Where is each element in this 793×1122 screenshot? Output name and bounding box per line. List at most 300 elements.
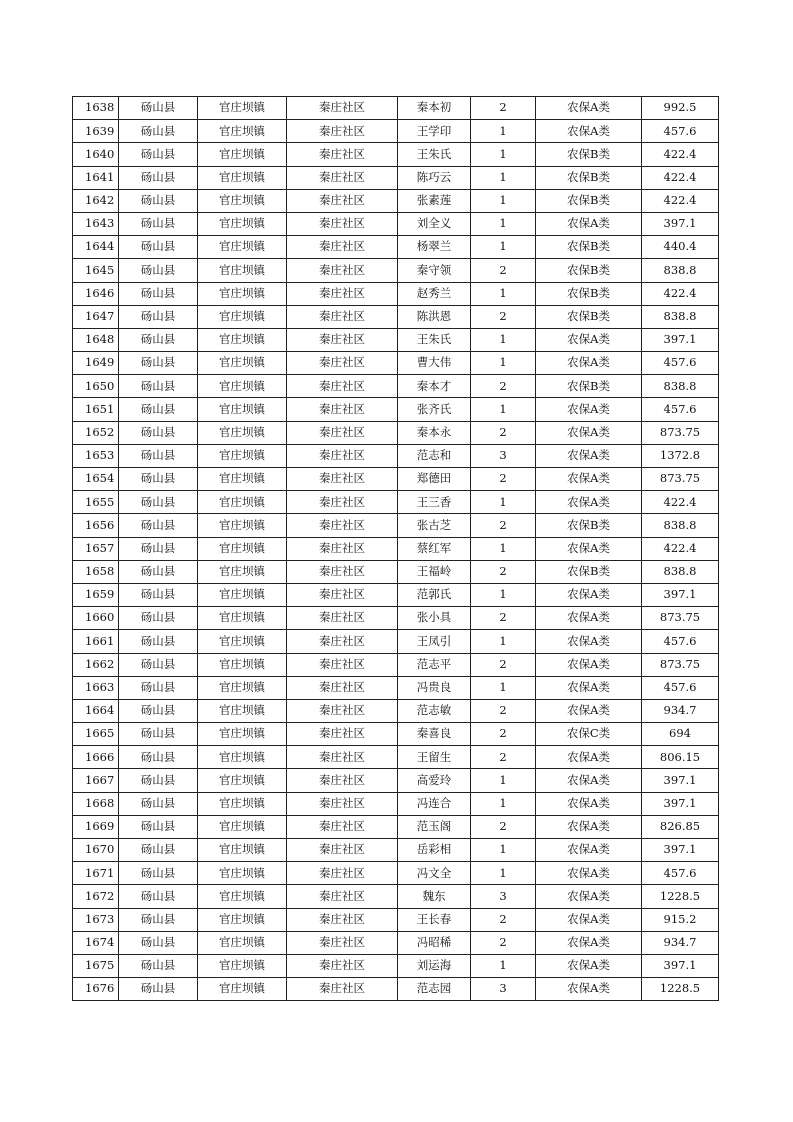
amount-cell: 397.1 xyxy=(642,954,719,977)
name-cell: 蔡红军 xyxy=(398,537,471,560)
community-cell: 秦庄社区 xyxy=(287,862,398,885)
amount-cell: 422.4 xyxy=(642,189,719,212)
town-cell: 官庄坝镇 xyxy=(198,97,287,120)
table-row xyxy=(73,978,719,1001)
household-count-cell: 1 xyxy=(471,676,536,699)
household-count-cell: 2 xyxy=(471,375,536,398)
community-cell: 秦庄社区 xyxy=(287,468,398,491)
household-count-cell: 1 xyxy=(471,282,536,305)
insurance-category-cell: 农保A类 xyxy=(536,792,642,815)
name-cell: 范志园 xyxy=(398,978,471,1001)
county-cell: 砀山县 xyxy=(119,839,198,862)
county-cell: 砀山县 xyxy=(119,259,198,282)
household-count-cell: 1 xyxy=(471,212,536,235)
insurance-category-cell: 农保A类 xyxy=(536,769,642,792)
name-cell: 冯贵良 xyxy=(398,676,471,699)
amount-cell: 992.5 xyxy=(642,97,719,120)
household-count-cell: 2 xyxy=(471,305,536,328)
insurance-category-cell: 农保A类 xyxy=(536,676,642,699)
community-cell: 秦庄社区 xyxy=(287,444,398,467)
amount-cell: 422.4 xyxy=(642,143,719,166)
community-cell: 秦庄社区 xyxy=(287,97,398,120)
community-cell: 秦庄社区 xyxy=(287,212,398,235)
name-cell: 王三香 xyxy=(398,491,471,514)
name-cell: 刘运海 xyxy=(398,954,471,977)
amount-cell: 422.4 xyxy=(642,166,719,189)
community-cell: 秦庄社区 xyxy=(287,189,398,212)
community-cell: 秦庄社区 xyxy=(287,931,398,954)
row-number-cell: 1673 xyxy=(73,908,119,931)
town-cell: 官庄坝镇 xyxy=(198,908,287,931)
table-row xyxy=(73,328,719,351)
name-cell: 王长春 xyxy=(398,908,471,931)
county-cell: 砀山县 xyxy=(119,954,198,977)
table-row xyxy=(73,421,719,444)
row-number-cell: 1655 xyxy=(73,491,119,514)
town-cell: 官庄坝镇 xyxy=(198,375,287,398)
row-number-cell: 1659 xyxy=(73,583,119,606)
table-row xyxy=(73,792,719,815)
community-cell: 秦庄社区 xyxy=(287,583,398,606)
amount-cell: 422.4 xyxy=(642,282,719,305)
row-number-cell: 1674 xyxy=(73,931,119,954)
community-cell: 秦庄社区 xyxy=(287,908,398,931)
insurance-category-cell: 农保A类 xyxy=(536,444,642,467)
row-number-cell: 1654 xyxy=(73,468,119,491)
table-row xyxy=(73,166,719,189)
insurance-category-cell: 农保A类 xyxy=(536,352,642,375)
insurance-category-cell: 农保A类 xyxy=(536,653,642,676)
table-row xyxy=(73,862,719,885)
community-cell: 秦庄社区 xyxy=(287,792,398,815)
name-cell: 范志和 xyxy=(398,444,471,467)
row-number-cell: 1653 xyxy=(73,444,119,467)
name-cell: 范玉阁 xyxy=(398,815,471,838)
town-cell: 官庄坝镇 xyxy=(198,166,287,189)
community-cell: 秦庄社区 xyxy=(287,978,398,1001)
amount-cell: 873.75 xyxy=(642,653,719,676)
town-cell: 官庄坝镇 xyxy=(198,815,287,838)
town-cell: 官庄坝镇 xyxy=(198,352,287,375)
household-count-cell: 2 xyxy=(471,514,536,537)
county-cell: 砀山县 xyxy=(119,746,198,769)
county-cell: 砀山县 xyxy=(119,305,198,328)
town-cell: 官庄坝镇 xyxy=(198,444,287,467)
insurance-category-cell: 农保A类 xyxy=(536,630,642,653)
insurance-category-cell: 农保A类 xyxy=(536,120,642,143)
amount-cell: 457.6 xyxy=(642,398,719,421)
table-row xyxy=(73,352,719,375)
town-cell: 官庄坝镇 xyxy=(198,189,287,212)
table-row xyxy=(73,723,719,746)
row-number-cell: 1675 xyxy=(73,954,119,977)
name-cell: 陈巧云 xyxy=(398,166,471,189)
town-cell: 官庄坝镇 xyxy=(198,468,287,491)
community-cell: 秦庄社区 xyxy=(287,375,398,398)
row-number-cell: 1657 xyxy=(73,537,119,560)
amount-cell: 873.75 xyxy=(642,421,719,444)
town-cell: 官庄坝镇 xyxy=(198,699,287,722)
row-number-cell: 1668 xyxy=(73,792,119,815)
community-cell: 秦庄社区 xyxy=(287,676,398,699)
table-row xyxy=(73,839,719,862)
row-number-cell: 1651 xyxy=(73,398,119,421)
county-cell: 砀山县 xyxy=(119,931,198,954)
community-cell: 秦庄社区 xyxy=(287,305,398,328)
town-cell: 官庄坝镇 xyxy=(198,537,287,560)
community-cell: 秦庄社区 xyxy=(287,839,398,862)
amount-cell: 838.8 xyxy=(642,259,719,282)
household-count-cell: 1 xyxy=(471,862,536,885)
household-count-cell: 2 xyxy=(471,815,536,838)
community-cell: 秦庄社区 xyxy=(287,328,398,351)
community-cell: 秦庄社区 xyxy=(287,236,398,259)
table-row xyxy=(73,908,719,931)
row-number-cell: 1647 xyxy=(73,305,119,328)
amount-cell: 457.6 xyxy=(642,120,719,143)
insurance-category-cell: 农保A类 xyxy=(536,908,642,931)
town-cell: 官庄坝镇 xyxy=(198,792,287,815)
community-cell: 秦庄社区 xyxy=(287,398,398,421)
row-number-cell: 1672 xyxy=(73,885,119,908)
name-cell: 王朱氏 xyxy=(398,143,471,166)
table-row xyxy=(73,676,719,699)
insurance-category-cell: 农保B类 xyxy=(536,282,642,305)
row-number-cell: 1645 xyxy=(73,259,119,282)
county-cell: 砀山县 xyxy=(119,815,198,838)
table-row xyxy=(73,189,719,212)
community-cell: 秦庄社区 xyxy=(287,352,398,375)
row-number-cell: 1670 xyxy=(73,839,119,862)
town-cell: 官庄坝镇 xyxy=(198,421,287,444)
data-table xyxy=(72,96,719,1001)
county-cell: 砀山县 xyxy=(119,375,198,398)
amount-cell: 1228.5 xyxy=(642,885,719,908)
household-count-cell: 1 xyxy=(471,328,536,351)
insurance-category-cell: 农保A类 xyxy=(536,328,642,351)
town-cell: 官庄坝镇 xyxy=(198,723,287,746)
amount-cell: 838.8 xyxy=(642,560,719,583)
town-cell: 官庄坝镇 xyxy=(198,978,287,1001)
town-cell: 官庄坝镇 xyxy=(198,560,287,583)
town-cell: 官庄坝镇 xyxy=(198,862,287,885)
household-count-cell: 1 xyxy=(471,537,536,560)
insurance-category-cell: 农保A类 xyxy=(536,815,642,838)
table-row xyxy=(73,583,719,606)
community-cell: 秦庄社区 xyxy=(287,699,398,722)
county-cell: 砀山县 xyxy=(119,97,198,120)
community-cell: 秦庄社区 xyxy=(287,607,398,630)
household-count-cell: 1 xyxy=(471,189,536,212)
row-number-cell: 1664 xyxy=(73,699,119,722)
community-cell: 秦庄社区 xyxy=(287,815,398,838)
amount-cell: 694 xyxy=(642,723,719,746)
community-cell: 秦庄社区 xyxy=(287,166,398,189)
name-cell: 秦本初 xyxy=(398,97,471,120)
name-cell: 王留生 xyxy=(398,746,471,769)
table-row xyxy=(73,653,719,676)
name-cell: 秦本才 xyxy=(398,375,471,398)
household-count-cell: 3 xyxy=(471,444,536,467)
insurance-category-cell: 农保A类 xyxy=(536,746,642,769)
insurance-category-cell: 农保B类 xyxy=(536,375,642,398)
insurance-category-cell: 农保A类 xyxy=(536,954,642,977)
household-count-cell: 2 xyxy=(471,560,536,583)
town-cell: 官庄坝镇 xyxy=(198,120,287,143)
row-number-cell: 1663 xyxy=(73,676,119,699)
insurance-category-cell: 农保B类 xyxy=(536,560,642,583)
town-cell: 官庄坝镇 xyxy=(198,676,287,699)
community-cell: 秦庄社区 xyxy=(287,885,398,908)
name-cell: 张小具 xyxy=(398,607,471,630)
community-cell: 秦庄社区 xyxy=(287,514,398,537)
table-row xyxy=(73,259,719,282)
county-cell: 砀山县 xyxy=(119,676,198,699)
county-cell: 砀山县 xyxy=(119,166,198,189)
name-cell: 秦守领 xyxy=(398,259,471,282)
row-number-cell: 1669 xyxy=(73,815,119,838)
insurance-category-cell: 农保A类 xyxy=(536,421,642,444)
table-row xyxy=(73,398,719,421)
table-row xyxy=(73,885,719,908)
town-cell: 官庄坝镇 xyxy=(198,583,287,606)
household-count-cell: 2 xyxy=(471,699,536,722)
row-number-cell: 1648 xyxy=(73,328,119,351)
amount-cell: 422.4 xyxy=(642,491,719,514)
county-cell: 砀山县 xyxy=(119,699,198,722)
amount-cell: 457.6 xyxy=(642,676,719,699)
insurance-category-cell: 农保A类 xyxy=(536,699,642,722)
town-cell: 官庄坝镇 xyxy=(198,259,287,282)
row-number-cell: 1662 xyxy=(73,653,119,676)
table-row xyxy=(73,537,719,560)
table-row xyxy=(73,931,719,954)
insurance-category-cell: 农保A类 xyxy=(536,931,642,954)
insurance-category-cell: 农保B类 xyxy=(536,514,642,537)
name-cell: 岳彩相 xyxy=(398,839,471,862)
town-cell: 官庄坝镇 xyxy=(198,236,287,259)
household-count-cell: 3 xyxy=(471,978,536,1001)
county-cell: 砀山县 xyxy=(119,189,198,212)
row-number-cell: 1641 xyxy=(73,166,119,189)
amount-cell: 934.7 xyxy=(642,931,719,954)
county-cell: 砀山县 xyxy=(119,769,198,792)
insurance-category-cell: 农保A类 xyxy=(536,839,642,862)
community-cell: 秦庄社区 xyxy=(287,746,398,769)
table-row xyxy=(73,236,719,259)
household-count-cell: 1 xyxy=(471,839,536,862)
household-count-cell: 2 xyxy=(471,653,536,676)
insurance-category-cell: 农保B类 xyxy=(536,189,642,212)
county-cell: 砀山县 xyxy=(119,607,198,630)
community-cell: 秦庄社区 xyxy=(287,143,398,166)
county-cell: 砀山县 xyxy=(119,653,198,676)
community-cell: 秦庄社区 xyxy=(287,537,398,560)
name-cell: 郑德田 xyxy=(398,468,471,491)
county-cell: 砀山县 xyxy=(119,352,198,375)
insurance-category-cell: 农保A类 xyxy=(536,97,642,120)
town-cell: 官庄坝镇 xyxy=(198,305,287,328)
amount-cell: 397.1 xyxy=(642,792,719,815)
amount-cell: 1228.5 xyxy=(642,978,719,1001)
household-count-cell: 1 xyxy=(471,491,536,514)
name-cell: 范志敏 xyxy=(398,699,471,722)
county-cell: 砀山县 xyxy=(119,885,198,908)
county-cell: 砀山县 xyxy=(119,908,198,931)
amount-cell: 397.1 xyxy=(642,212,719,235)
county-cell: 砀山县 xyxy=(119,862,198,885)
table-row xyxy=(73,815,719,838)
name-cell: 范志平 xyxy=(398,653,471,676)
community-cell: 秦庄社区 xyxy=(287,769,398,792)
household-count-cell: 1 xyxy=(471,769,536,792)
table-row xyxy=(73,491,719,514)
household-count-cell: 1 xyxy=(471,792,536,815)
row-number-cell: 1658 xyxy=(73,560,119,583)
community-cell: 秦庄社区 xyxy=(287,421,398,444)
town-cell: 官庄坝镇 xyxy=(198,839,287,862)
table-row xyxy=(73,97,719,120)
household-count-cell: 2 xyxy=(471,421,536,444)
insurance-category-cell: 农保A类 xyxy=(536,491,642,514)
household-count-cell: 2 xyxy=(471,259,536,282)
county-cell: 砀山县 xyxy=(119,398,198,421)
county-cell: 砀山县 xyxy=(119,537,198,560)
row-number-cell: 1660 xyxy=(73,607,119,630)
household-count-cell: 2 xyxy=(471,97,536,120)
household-count-cell: 2 xyxy=(471,746,536,769)
name-cell: 秦喜良 xyxy=(398,723,471,746)
name-cell: 张素莲 xyxy=(398,189,471,212)
name-cell: 刘全义 xyxy=(398,212,471,235)
insurance-category-cell: 农保A类 xyxy=(536,978,642,1001)
table-row xyxy=(73,514,719,537)
county-cell: 砀山县 xyxy=(119,978,198,1001)
amount-cell: 440.4 xyxy=(642,236,719,259)
name-cell: 陈洪恩 xyxy=(398,305,471,328)
name-cell: 冯昭稀 xyxy=(398,931,471,954)
row-number-cell: 1652 xyxy=(73,421,119,444)
town-cell: 官庄坝镇 xyxy=(198,398,287,421)
insurance-category-cell: 农保C类 xyxy=(536,723,642,746)
table-row xyxy=(73,630,719,653)
amount-cell: 1372.8 xyxy=(642,444,719,467)
household-count-cell: 2 xyxy=(471,723,536,746)
county-cell: 砀山县 xyxy=(119,421,198,444)
table-row xyxy=(73,746,719,769)
community-cell: 秦庄社区 xyxy=(287,259,398,282)
name-cell: 王朱氏 xyxy=(398,328,471,351)
insurance-category-cell: 农保A类 xyxy=(536,212,642,235)
name-cell: 范郭氏 xyxy=(398,583,471,606)
town-cell: 官庄坝镇 xyxy=(198,514,287,537)
amount-cell: 397.1 xyxy=(642,839,719,862)
county-cell: 砀山县 xyxy=(119,444,198,467)
insurance-category-cell: 农保A类 xyxy=(536,537,642,560)
county-cell: 砀山县 xyxy=(119,468,198,491)
insurance-category-cell: 农保A类 xyxy=(536,862,642,885)
row-number-cell: 1638 xyxy=(73,97,119,120)
name-cell: 杨翠兰 xyxy=(398,236,471,259)
table-row xyxy=(73,444,719,467)
town-cell: 官庄坝镇 xyxy=(198,328,287,351)
community-cell: 秦庄社区 xyxy=(287,491,398,514)
town-cell: 官庄坝镇 xyxy=(198,491,287,514)
table-row xyxy=(73,143,719,166)
town-cell: 官庄坝镇 xyxy=(198,212,287,235)
household-count-cell: 2 xyxy=(471,908,536,931)
row-number-cell: 1661 xyxy=(73,630,119,653)
town-cell: 官庄坝镇 xyxy=(198,769,287,792)
row-number-cell: 1676 xyxy=(73,978,119,1001)
row-number-cell: 1666 xyxy=(73,746,119,769)
name-cell: 王学印 xyxy=(398,120,471,143)
county-cell: 砀山县 xyxy=(119,491,198,514)
county-cell: 砀山县 xyxy=(119,514,198,537)
county-cell: 砀山县 xyxy=(119,630,198,653)
name-cell: 赵秀兰 xyxy=(398,282,471,305)
household-count-cell: 2 xyxy=(471,931,536,954)
name-cell: 高爱玲 xyxy=(398,769,471,792)
row-number-cell: 1667 xyxy=(73,769,119,792)
table-row xyxy=(73,769,719,792)
amount-cell: 838.8 xyxy=(642,514,719,537)
row-number-cell: 1642 xyxy=(73,189,119,212)
household-count-cell: 1 xyxy=(471,166,536,189)
amount-cell: 457.6 xyxy=(642,352,719,375)
row-number-cell: 1646 xyxy=(73,282,119,305)
row-number-cell: 1639 xyxy=(73,120,119,143)
row-number-cell: 1650 xyxy=(73,375,119,398)
amount-cell: 915.2 xyxy=(642,908,719,931)
amount-cell: 873.75 xyxy=(642,607,719,630)
name-cell: 张古芝 xyxy=(398,514,471,537)
table-row xyxy=(73,468,719,491)
town-cell: 官庄坝镇 xyxy=(198,282,287,305)
household-count-cell: 1 xyxy=(471,630,536,653)
county-cell: 砀山县 xyxy=(119,723,198,746)
county-cell: 砀山县 xyxy=(119,143,198,166)
household-count-cell: 2 xyxy=(471,607,536,630)
name-cell: 魏东 xyxy=(398,885,471,908)
amount-cell: 397.1 xyxy=(642,583,719,606)
row-number-cell: 1644 xyxy=(73,236,119,259)
household-count-cell: 1 xyxy=(471,236,536,259)
table-row xyxy=(73,120,719,143)
insurance-category-cell: 农保B类 xyxy=(536,305,642,328)
county-cell: 砀山县 xyxy=(119,212,198,235)
name-cell: 秦本永 xyxy=(398,421,471,444)
town-cell: 官庄坝镇 xyxy=(198,885,287,908)
table-row xyxy=(73,607,719,630)
household-count-cell: 1 xyxy=(471,398,536,421)
county-cell: 砀山县 xyxy=(119,583,198,606)
name-cell: 张齐氏 xyxy=(398,398,471,421)
town-cell: 官庄坝镇 xyxy=(198,607,287,630)
town-cell: 官庄坝镇 xyxy=(198,653,287,676)
community-cell: 秦庄社区 xyxy=(287,630,398,653)
household-count-cell: 1 xyxy=(471,583,536,606)
name-cell: 冯文全 xyxy=(398,862,471,885)
amount-cell: 838.8 xyxy=(642,305,719,328)
row-number-cell: 1649 xyxy=(73,352,119,375)
county-cell: 砀山县 xyxy=(119,236,198,259)
amount-cell: 457.6 xyxy=(642,630,719,653)
county-cell: 砀山县 xyxy=(119,560,198,583)
county-cell: 砀山县 xyxy=(119,792,198,815)
amount-cell: 826.85 xyxy=(642,815,719,838)
insurance-category-cell: 农保A类 xyxy=(536,607,642,630)
